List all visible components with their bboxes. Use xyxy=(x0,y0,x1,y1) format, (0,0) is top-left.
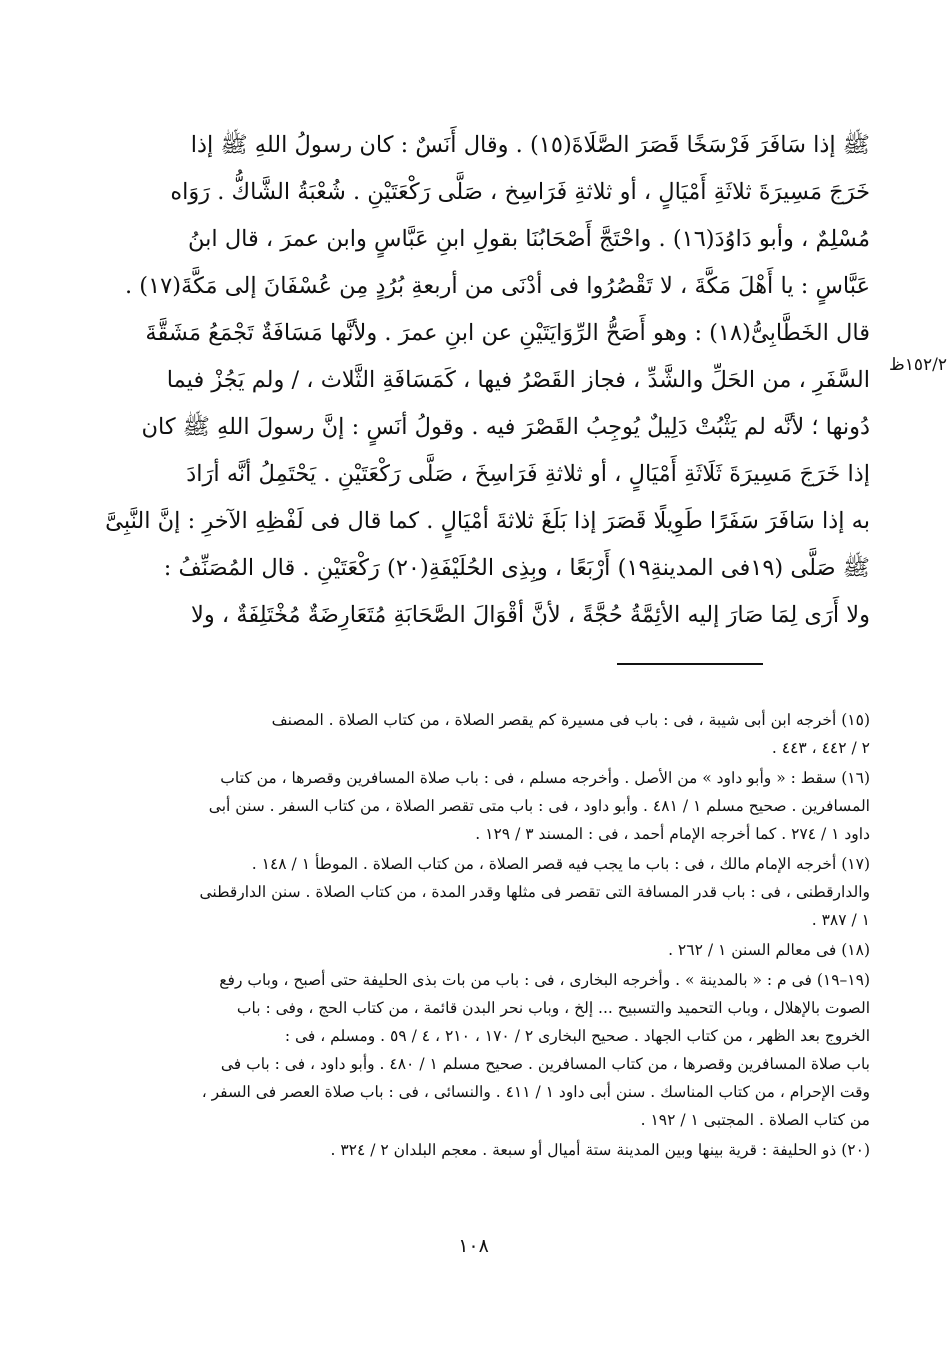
page-number: ١٠٨ xyxy=(458,1235,489,1257)
text-line-4: عَبَّاسٍ : يا أَهْلَ مَكَّةَ ، لا تَقْصُرُوا فى أدْنَى من أربعةِ بُرُدٍ مِن عُسْفَانَ إلى مَكَّةَ(١٧) . xyxy=(125,273,870,299)
text-line-7: دُونها ؛ لأنَّه لم يَثْبُتْ دَلِيلٌ يُوجِبُ القَصْرَ فيه . وقولُ أنَسٍ : إنَّ رسولَ اللهِ ﷺ كان xyxy=(141,414,870,440)
footnote-line: الصوت بالإهلال ، وباب التحميد والتسبيح ... إلخ ، وباب نحر البدن قائمة ، من كتاب الحج ، وفى : باب xyxy=(236,999,870,1017)
text-line-2: خَرَجَ مَسِيرَةَ ثلاثَةِ أَمْيَالٍ ، أو ثلاثةِ فَرَاسِخ ، صَلَّى رَكْعَتَيْنِ . شُعْبَةُ الشَّاكُّ . رَوَاه xyxy=(170,179,870,205)
main-text xyxy=(98,122,870,639)
text-line-3: مُسْلِمٌ ، وأبو دَاوُدَ(١٦) . واحْتَجَّ أَصْحَابُنَا بقولِ ابنِ عَبَّاسٍ وابن عمرَ ، قال ابنُ xyxy=(188,226,870,252)
text-line-1: ﷺ إذا سَافَرَ فَرْسَخًا قَصَرَ الصَّلَاةَ(١٥) . وقال أَنَسٌ : كان رسولُ اللهِ ﷺ إذا xyxy=(190,132,870,158)
text-line-8: إذا خَرَجَ مَسِيرَةَ ثَلَاثَةِ أَمْيَالٍ ، أو ثلاثةِ فَرَاسِخَ ، صَلَّى رَكْعَتَيْنِ . يَحْتَمِلُ أنَّه أرَادَ xyxy=(186,461,870,487)
footnote-line: الخروج بعد الظهر ، من كتاب الجهاد . صحيح البخارى ٢ / ١٧٠ ، ٢١٠ ، ٤ / ٥٩ . ومسلم ، فى : xyxy=(284,1027,870,1045)
footnote-line: ١ / ٣٨٧ . xyxy=(811,911,870,929)
footnote-line: (١٩–١٩) فى م : « بالمدينة » . وأخرجه البخارى ، فى : باب من بات بذى الحليفة حتى أصبح ، وباب رفع xyxy=(219,971,870,989)
footnote-separator xyxy=(617,663,763,665)
footnote-line: ٢ / ٤٤٢ ، ٤٤٣ . xyxy=(771,739,870,757)
text-line-9: به إذا سَافَرَ سَفَرًا طَوِيلًا قَصَرَ إذا بَلَغَ ثلاثةَ أمْيَالٍ . كما قال فى لَفْظِهِ الآخرِ : إنَّ النَّبِىَّ xyxy=(105,508,870,534)
footnote-line: (١٨) فى معالم السنن ١ / ٢٦٢ . xyxy=(668,941,870,959)
footnotes xyxy=(98,706,870,1164)
folio-margin-note: ١٥٢/٢ظ xyxy=(889,355,947,375)
footnote-line: وقت الإحرام ، من كتاب المناسك . سنن أبى داود ١ / ٤١١ . والنسائى ، فى : باب صلاة العصر فى السفر ، xyxy=(201,1083,870,1101)
text-line-6: السَّفَرِ ، من الحَلِّ والشَّدِّ ، فجاز القَصْرُ فيها ، كَمَسَافَةِ الثَّلاث ، / ولم يَجُزْ فيما xyxy=(166,367,870,393)
footnote-line: والدارقطنى ، فى : باب قدر المسافة التى تقصر فى مثلها وقدر المدة ، من كتاب الصلاة . سنن الدارقطنى xyxy=(199,883,870,901)
text-line-5: قال الخَطَّابِىُّ(١٨) : وهو أَصَحُّ الرِّوَايَتَيْنِ عن ابنِ عمرَ . ولأنَّها مَسَافَةٌ تَجْمَعُ مَشَقَّةَ xyxy=(145,320,870,346)
footnote-line: (٢٠) ذو الحليفة : قرية بينها وبين المدينة ستة أميال أو سبعة . معجم البلدان ٢ / ٣٢٤ . xyxy=(330,1141,870,1159)
footnote-line: باب صلاة المسافرين وقصرها ، من كتاب المسافرين . صحيح مسلم ١ / ٤٨٠ . وأبو داود ، فى : باب فى xyxy=(220,1055,870,1073)
footnote-line: من كتاب الصلاة . المجتبى ١ / ١٩٢ . xyxy=(640,1111,870,1129)
footnote-line: (١٥) أخرجه ابن أبى شيبة ، فى : باب فى مسيرة كم يقصر الصلاة ، من كتاب الصلاة . المصنف xyxy=(271,711,870,729)
footnote-line: داود ١ / ٢٧٤ . كما أخرجه الإمام أحمد ، فى : المسند ٣ / ١٢٩ . xyxy=(475,825,870,843)
text-line-11: ولا أَرَى لِمَا صَارَ إليه الأئِمَّةُ حُجَّةً ، لأنَّ أقْوَالَ الصَّحَابَةِ مُتَعَارِضَةٌ مُخْتَلِفَةٌ ، ولا xyxy=(191,602,870,628)
footnote-line: (١٦) سقط : « وأبو داود » من الأصل . وأخرجه مسلم ، فى : باب صلاة المسافرين وقصرها ، من كتاب xyxy=(220,769,870,787)
footnote-line: المسافرين . صحيح مسلم ١ / ٤٨١ . وأبو داود ، فى : باب متى تقصر الصلاة ، من كتاب السفر . سنن أبى xyxy=(208,797,870,815)
text-line-10: ﷺ صَلَّى (١٩فى المدينةِ١٩) أَرْبَعًا ، وبِذِى الحُلَيْفَةِ(٢٠) رَكْعَتَيْنِ . قال المُصَنِّفُ : xyxy=(163,555,870,581)
footnote-line: (١٧) أخرجه الإمام مالك ، فى : باب ما يجب فيه قصر الصلاة ، من كتاب الصلاة . الموطأ ١ / ١٤٨ . xyxy=(251,855,870,873)
